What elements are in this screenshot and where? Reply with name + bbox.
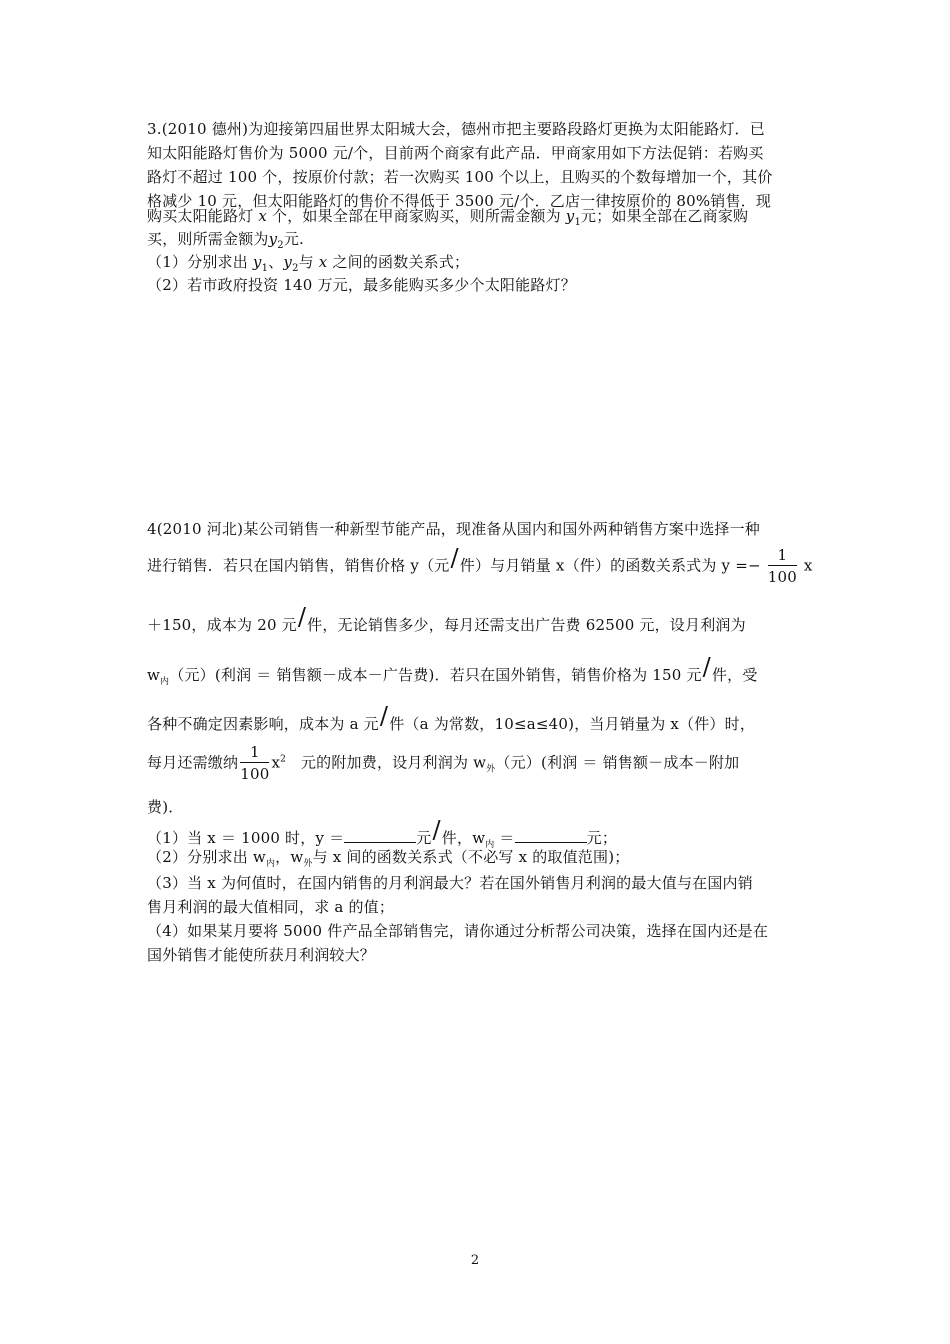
q3-line-6: 买，则所需金额为$y_2$元. [147,230,305,251]
q4-line-5: 各种不确定因素影响，成本为 a 元/件（a 为常数，10≤a≤40)，当月销量为 x（件）时， [147,702,756,733]
q4-part-3-line-2: 售月利润的最大值相同，求 a 的值； [147,898,395,916]
q4-part-2: （2）分别求出 $w_内$，$w_外$与 x 间的函数关系式（不必写 x 的取值范围)； [147,848,630,869]
q3-line-4: 格减少 10 元，但太阳能路灯的售价不得低于 3500 元/个．乙店一律按原价的 80%销售．现 [147,192,772,210]
fraction-1-over-100-b: $\frac{1}{100}$ [240,743,270,783]
q4-line-7: 费)． [147,798,184,816]
q4-line-2: 进行销售．若只在国内销售，销售价格 y（元/件）与月销量 x（件）的函数关系式为 y =− $\frac{1}{100}$ x [147,543,813,586]
q4-part-3-line-1: （3）当 x 为何值时，在国内销售的月利润最大？若在国外销售月利润的最大值与在国内销 [147,874,753,892]
q3-line-2: 知太阳能路灯售价为 5000 元/个，目前两个商家有此产品．甲商家用如下方法促销：若购买 [147,144,764,162]
q4-part-4-line-1: （4）如果某月要将 5000 件产品全部销售完，请你通过分析帮公司决策，选择在国内还是在 [147,922,769,940]
fraction-1-over-100: $\frac{1}{100}$ [767,546,797,586]
q4-line-3: ＋150，成本为 20 元/件，无论销售多少，每月还需支出广告费 62500 元，设月利润为 [147,603,746,634]
q3-part-2: （2）若市政府投资 140 万元，最多能购买多少个太阳能路灯？ [147,276,576,294]
q4-line-6: 每月还需缴纳 $\frac{1}{100}$ $x^2$ 元的附加费，设月利润为 $w_外$（元）(利润 ＝ 销售额－成本－附加 [147,743,740,783]
answer-blank-w[interactable] [515,828,587,843]
q4-line-4: $w_内$（元）(利润 ＝ 销售额－成本－广告费)．若只在国外销售，销售价格为 150 元/件，受 [147,653,758,687]
q3-line-1: 3.(2010 德州)为迎接第四届世界太阳城大会，德州市把主要路段路灯更换为太阳能路灯．已 [147,120,765,138]
q4-part-4-line-2: 国外销售才能使所获月利润较大？ [147,946,376,964]
page-number: 2 [470,1253,480,1268]
q4-part-1: （1）当 x ＝ 1000 时，y ＝ 元/件，$w_内$ ＝ 元； [147,816,618,850]
q3-line-5: 购买太阳能路灯 x 个，如果全部在甲商家购买，则所需金额为 $y_1$元；如果全部在乙商家购 [147,207,749,228]
q3-line-3: 路灯不超过 100 个，按原价付款；若一次购买 100 个以上，且购买的个数每增加一个，其价 [147,168,773,186]
q3-part-1: （1）分别求出 $y_1$、$y_2$与 x 之间的函数关系式； [147,253,470,274]
q4-line-1: 4(2010 河北)某公司销售一种新型节能产品，现准备从国内和国外两种销售方案中选择一种 [147,520,760,538]
answer-blank-y[interactable] [344,828,416,843]
